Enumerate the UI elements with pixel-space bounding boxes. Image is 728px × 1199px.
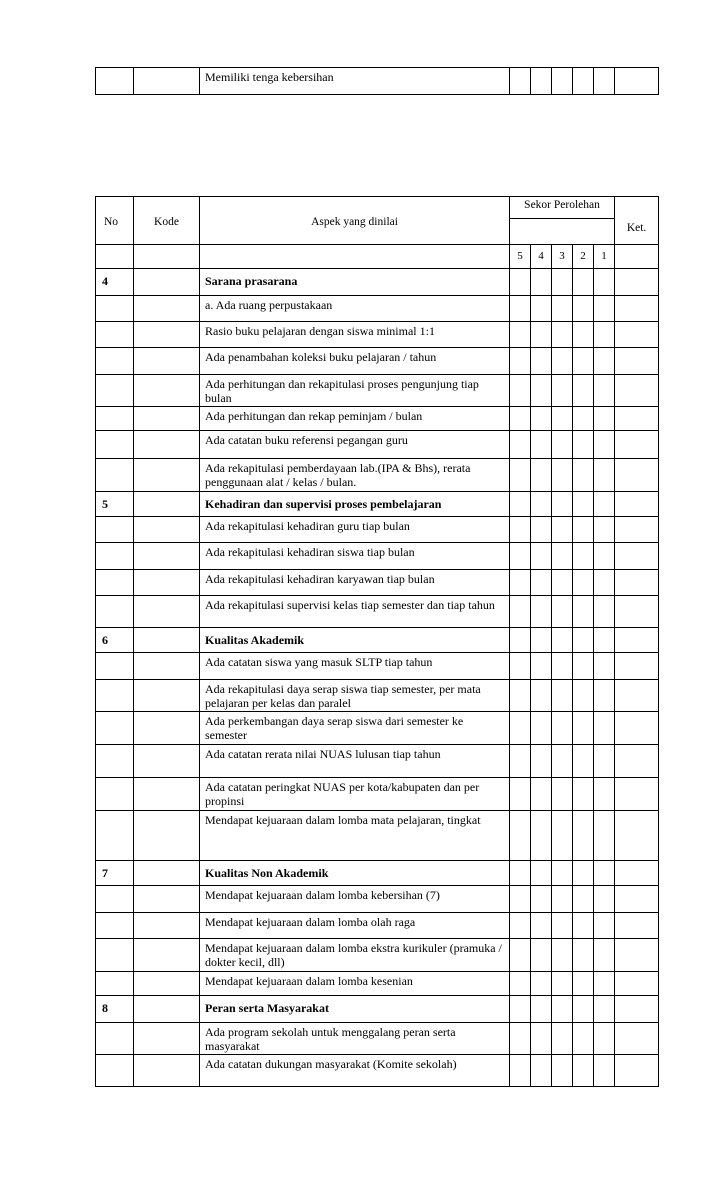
score-cell xyxy=(552,972,573,996)
score-cell xyxy=(531,886,552,913)
section-title: Kualitas Non Akademik xyxy=(200,861,510,886)
row-number: 8 xyxy=(96,996,134,1023)
score-cell xyxy=(573,778,594,811)
score-cell xyxy=(573,492,594,517)
score-cell xyxy=(573,628,594,653)
aspect-cell: Ada perkembangan daya serap siswa dari semester ke semester xyxy=(200,712,510,745)
score-cell xyxy=(552,348,573,375)
ket-cell xyxy=(615,778,659,811)
row-kode xyxy=(134,407,200,431)
row-kode xyxy=(134,517,200,543)
score-cell xyxy=(594,348,615,375)
table-row xyxy=(96,939,659,972)
table-row xyxy=(96,653,659,680)
table-row xyxy=(96,913,659,939)
score-cell xyxy=(594,431,615,459)
score-cell xyxy=(510,431,531,459)
aspect-cell: Ada rekapitulasi kehadiran siswa tiap bulan xyxy=(200,543,510,570)
ket-cell xyxy=(615,1023,659,1055)
aspect-cell: Ada catatan peringkat NUAS per kota/kabupaten dan per propinsi xyxy=(200,778,510,811)
score-cell xyxy=(594,517,615,543)
score-cell xyxy=(510,712,531,745)
aspect-cell: Mendapat kejuaraan dalam lomba kesenian xyxy=(200,972,510,996)
score-cell xyxy=(594,680,615,712)
score-cell xyxy=(510,811,531,861)
row-kode xyxy=(134,628,200,653)
table-row xyxy=(96,778,659,811)
score-cell xyxy=(531,712,552,745)
section-title: Kualitas Akademik xyxy=(200,628,510,653)
score-cell xyxy=(594,492,615,517)
aspect-cell: Ada catatan buku referensi pegangan guru xyxy=(200,431,510,459)
score-cell xyxy=(552,778,573,811)
score-cell xyxy=(573,517,594,543)
row-number xyxy=(96,596,134,628)
aspect-cell: Rasio buku pelajaran dengan siswa minimal 1:1 xyxy=(200,322,510,348)
aspect-cell: Ada penambahan koleksi buku pelajaran / tahun xyxy=(200,348,510,375)
score-cell xyxy=(510,492,531,517)
section-row xyxy=(96,492,659,517)
row-number: 6 xyxy=(96,628,134,653)
section-title: Peran serta Masyarakat xyxy=(200,996,510,1023)
score-cell xyxy=(531,570,552,596)
row-number: 7 xyxy=(96,861,134,886)
score-cell xyxy=(531,431,552,459)
aspect-cell: Ada perhitungan dan rekap peminjam / bulan xyxy=(200,407,510,431)
row-number xyxy=(96,939,134,972)
row-number xyxy=(96,348,134,375)
score-cell xyxy=(552,570,573,596)
row-kode xyxy=(134,972,200,996)
score-label: 1 xyxy=(594,245,615,269)
table-row xyxy=(96,322,659,348)
row-number xyxy=(96,778,134,811)
score-cell xyxy=(552,322,573,348)
score-cell xyxy=(552,996,573,1023)
score-cell xyxy=(531,269,552,296)
ket-cell xyxy=(615,570,659,596)
score-cell xyxy=(594,811,615,861)
score-cell xyxy=(594,269,615,296)
score-cell xyxy=(573,1023,594,1055)
section-title: Kehadiran dan supervisi proses pembelajaran xyxy=(200,492,510,517)
score-cell xyxy=(510,680,531,712)
aspect-cell: Mendapat kejuaraan dalam lomba kebersihan (7) xyxy=(200,886,510,913)
row-kode xyxy=(134,861,200,886)
row-kode xyxy=(134,996,200,1023)
row-kode xyxy=(134,778,200,811)
score-cell xyxy=(510,517,531,543)
score-cell xyxy=(594,745,615,778)
score-cell xyxy=(510,1023,531,1055)
ket-cell xyxy=(615,811,659,861)
score-cell xyxy=(573,811,594,861)
row-number xyxy=(96,913,134,939)
score-cell xyxy=(531,296,552,322)
ket-cell xyxy=(615,628,659,653)
row-kode xyxy=(134,322,200,348)
score-cell xyxy=(594,628,615,653)
score-cell xyxy=(573,459,594,492)
ket-cell xyxy=(615,745,659,778)
score-cell xyxy=(552,492,573,517)
score-cell xyxy=(552,543,573,570)
row-kode xyxy=(134,570,200,596)
table-row xyxy=(96,517,659,543)
score-cell xyxy=(552,861,573,886)
ket-cell xyxy=(615,939,659,972)
score-cell xyxy=(531,1023,552,1055)
score-cell xyxy=(573,712,594,745)
score-cell xyxy=(531,1055,552,1087)
row-number xyxy=(96,886,134,913)
score-cell xyxy=(552,517,573,543)
row-number xyxy=(96,570,134,596)
ket-cell xyxy=(615,348,659,375)
score-cell xyxy=(594,407,615,431)
score-cell xyxy=(510,407,531,431)
continuation-table xyxy=(95,67,659,95)
score-cell xyxy=(510,1055,531,1087)
ket-cell xyxy=(615,492,659,517)
row-number xyxy=(96,375,134,407)
score-cell xyxy=(594,296,615,322)
score-cell xyxy=(531,939,552,972)
col-kode-header: Kode xyxy=(134,197,200,245)
score-cell xyxy=(594,459,615,492)
aspect-cell: a. Ada ruang perpustakaan xyxy=(200,296,510,322)
row-number xyxy=(96,811,134,861)
row-number: 4 xyxy=(96,269,134,296)
ket-cell xyxy=(615,375,659,407)
score-cell xyxy=(552,745,573,778)
row-kode xyxy=(134,375,200,407)
table-row xyxy=(96,972,659,996)
score-cell xyxy=(573,861,594,886)
ket-cell xyxy=(615,596,659,628)
table-row xyxy=(96,680,659,712)
row-number xyxy=(96,407,134,431)
row-number xyxy=(96,653,134,680)
score-cell xyxy=(573,570,594,596)
table-row xyxy=(96,375,659,407)
score-cell xyxy=(510,348,531,375)
score-cell xyxy=(594,861,615,886)
score-cell xyxy=(510,778,531,811)
aspect-cell: Ada catatan dukungan masyarakat (Komite sekolah) xyxy=(200,1055,510,1087)
score-cell xyxy=(510,570,531,596)
row-kode xyxy=(134,1023,200,1055)
score-cell xyxy=(531,543,552,570)
score-cell xyxy=(573,972,594,996)
aspect-cell: Mendapat kejuaraan dalam lomba mata pelajaran, tingkat xyxy=(200,811,510,861)
score-cell xyxy=(531,375,552,407)
score-cell xyxy=(594,653,615,680)
score-cell xyxy=(510,861,531,886)
score-cell xyxy=(552,431,573,459)
score-cell xyxy=(510,459,531,492)
score-cell xyxy=(594,913,615,939)
ket-cell xyxy=(615,712,659,745)
score-cell xyxy=(573,269,594,296)
ket-cell xyxy=(615,459,659,492)
score-label: 3 xyxy=(552,245,573,269)
table-row xyxy=(96,459,659,492)
col-sekor-header: Sekor Perolehan xyxy=(510,197,615,219)
score-cell xyxy=(594,322,615,348)
ket-cell xyxy=(615,913,659,939)
aspect-cell: Ada program sekolah untuk menggalang peran serta masyarakat xyxy=(200,1023,510,1055)
aspect-cell: Ada rekapitulasi pemberdayaan lab.(IPA & Bhs), rerata penggunaan alat / kelas / bulan. xyxy=(200,459,510,492)
ket-cell xyxy=(615,296,659,322)
score-cell xyxy=(510,296,531,322)
score-cell xyxy=(531,972,552,996)
aspect-cell: Memiliki tenga kebersihan xyxy=(200,68,510,95)
score-cell xyxy=(531,322,552,348)
aspect-cell: Ada catatan rerata nilai NUAS lulusan tiap tahun xyxy=(200,745,510,778)
score-cell xyxy=(573,322,594,348)
aspect-cell: Ada catatan siswa yang masuk SLTP tiap tahun xyxy=(200,653,510,680)
score-cell xyxy=(573,886,594,913)
table-row xyxy=(96,570,659,596)
ket-cell xyxy=(615,653,659,680)
score-cell xyxy=(552,1023,573,1055)
ket-cell xyxy=(615,543,659,570)
section-row xyxy=(96,628,659,653)
row-number xyxy=(96,431,134,459)
row-number xyxy=(96,680,134,712)
score-cell xyxy=(510,886,531,913)
score-label: 5 xyxy=(510,245,531,269)
score-cell xyxy=(573,939,594,972)
score-cell xyxy=(531,653,552,680)
row-kode xyxy=(134,492,200,517)
score-cell xyxy=(573,407,594,431)
score-cell xyxy=(510,269,531,296)
score-cell xyxy=(510,939,531,972)
row-kode xyxy=(134,745,200,778)
score-cell xyxy=(510,745,531,778)
row-kode xyxy=(134,543,200,570)
row-number xyxy=(96,1023,134,1055)
score-cell xyxy=(531,407,552,431)
row-kode xyxy=(134,348,200,375)
aspect-cell: Ada rekapitulasi supervisi kelas tiap semester dan tiap tahun xyxy=(200,596,510,628)
aspect-cell: Ada rekapitulasi daya serap siswa tiap semester, per mata pelajaran per kelas dan paralel xyxy=(200,680,510,712)
score-cell xyxy=(552,459,573,492)
score-cell xyxy=(594,596,615,628)
score-cell xyxy=(573,543,594,570)
header-row xyxy=(96,197,659,219)
score-cell xyxy=(531,778,552,811)
ket-cell xyxy=(615,972,659,996)
ket-cell xyxy=(615,322,659,348)
ket-cell xyxy=(615,407,659,431)
section-row xyxy=(96,269,659,296)
row-kode xyxy=(134,1055,200,1087)
row-kode xyxy=(134,712,200,745)
score-cell xyxy=(552,407,573,431)
row-kode xyxy=(134,431,200,459)
row-number xyxy=(96,1055,134,1087)
score-cell xyxy=(531,517,552,543)
score-cell xyxy=(510,596,531,628)
row-kode xyxy=(134,811,200,861)
score-cell xyxy=(552,296,573,322)
score-cell xyxy=(531,596,552,628)
score-cell xyxy=(594,1023,615,1055)
score-cell xyxy=(573,348,594,375)
row-number xyxy=(96,517,134,543)
score-cell xyxy=(573,653,594,680)
table-row xyxy=(96,712,659,745)
col-ket-header: Ket. xyxy=(615,197,659,245)
score-cell xyxy=(573,596,594,628)
score-cell xyxy=(594,996,615,1023)
score-cell xyxy=(510,972,531,996)
section-title: Sarana prasarana xyxy=(200,269,510,296)
ket-cell xyxy=(615,269,659,296)
row-number xyxy=(96,712,134,745)
score-cell xyxy=(573,680,594,712)
score-label: 4 xyxy=(531,245,552,269)
score-cell xyxy=(510,653,531,680)
score-cell xyxy=(552,886,573,913)
score-cell xyxy=(573,296,594,322)
col-no-header: No xyxy=(96,197,134,245)
score-cell xyxy=(510,375,531,407)
row-number xyxy=(96,296,134,322)
row-number xyxy=(96,322,134,348)
table-row xyxy=(96,1023,659,1055)
score-cell xyxy=(552,596,573,628)
score-cell xyxy=(573,745,594,778)
score-cell xyxy=(531,811,552,861)
score-cell xyxy=(531,628,552,653)
table-row xyxy=(96,68,659,95)
score-cell xyxy=(510,543,531,570)
ket-cell xyxy=(615,996,659,1023)
table-row xyxy=(96,811,659,861)
row-number xyxy=(96,543,134,570)
row-kode xyxy=(134,296,200,322)
table-row xyxy=(96,348,659,375)
aspect-cell: Ada perhitungan dan rekapitulasi proses pengunjung tiap bulan xyxy=(200,375,510,407)
ket-cell xyxy=(615,517,659,543)
table-row xyxy=(96,296,659,322)
score-cell xyxy=(552,628,573,653)
row-kode xyxy=(134,939,200,972)
table-row xyxy=(96,886,659,913)
score-cell xyxy=(594,712,615,745)
row-kode xyxy=(134,913,200,939)
table-row xyxy=(96,407,659,431)
score-cell xyxy=(510,322,531,348)
ket-cell xyxy=(615,1055,659,1087)
score-cell xyxy=(552,269,573,296)
score-cell xyxy=(573,913,594,939)
score-cell xyxy=(531,459,552,492)
row-kode xyxy=(134,459,200,492)
score-cell xyxy=(531,861,552,886)
row-kode xyxy=(134,680,200,712)
score-cell xyxy=(594,543,615,570)
col-aspek-header: Aspek yang dinilai xyxy=(200,197,510,245)
score-cell xyxy=(552,375,573,407)
score-cell xyxy=(594,375,615,407)
row-kode xyxy=(134,596,200,628)
score-cell xyxy=(573,1055,594,1087)
score-cell xyxy=(510,913,531,939)
table-row xyxy=(96,1055,659,1087)
aspect-cell: Mendapat kejuaraan dalam lomba olah raga xyxy=(200,913,510,939)
row-kode xyxy=(134,269,200,296)
score-cell xyxy=(531,913,552,939)
score-cell xyxy=(573,996,594,1023)
score-cell xyxy=(594,886,615,913)
score-cell xyxy=(531,492,552,517)
table-row xyxy=(96,596,659,628)
aspect-cell: Ada rekapitulasi kehadiran karyawan tiap bulan xyxy=(200,570,510,596)
score-cell xyxy=(594,1055,615,1087)
table-row xyxy=(96,431,659,459)
score-cell xyxy=(531,996,552,1023)
score-cell xyxy=(531,745,552,778)
row-number xyxy=(96,745,134,778)
aspect-cell: Mendapat kejuaraan dalam lomba ekstra kurikuler (pramuka / dokter kecil, dll) xyxy=(200,939,510,972)
table-row xyxy=(96,543,659,570)
row-number xyxy=(96,459,134,492)
score-cell xyxy=(531,680,552,712)
score-cell xyxy=(594,778,615,811)
section-row xyxy=(96,996,659,1023)
score-cell xyxy=(552,811,573,861)
assessment-table xyxy=(95,196,659,1087)
ket-cell xyxy=(615,886,659,913)
row-kode xyxy=(134,886,200,913)
score-header-row xyxy=(96,245,659,269)
score-cell xyxy=(594,972,615,996)
score-cell xyxy=(510,996,531,1023)
table-row xyxy=(96,745,659,778)
score-cell xyxy=(594,939,615,972)
score-label: 2 xyxy=(573,245,594,269)
score-cell xyxy=(552,1055,573,1087)
score-cell xyxy=(594,570,615,596)
score-cell xyxy=(552,712,573,745)
ket-cell xyxy=(615,431,659,459)
row-kode xyxy=(134,653,200,680)
score-cell xyxy=(552,653,573,680)
score-cell xyxy=(573,431,594,459)
section-row xyxy=(96,861,659,886)
row-number xyxy=(96,972,134,996)
ket-cell xyxy=(615,861,659,886)
row-number: 5 xyxy=(96,492,134,517)
score-cell xyxy=(552,680,573,712)
score-cell xyxy=(510,628,531,653)
ket-cell xyxy=(615,680,659,712)
score-cell xyxy=(552,939,573,972)
aspect-cell: Ada rekapitulasi kehadiran guru tiap bulan xyxy=(200,517,510,543)
score-cell xyxy=(531,348,552,375)
score-cell xyxy=(573,375,594,407)
score-cell xyxy=(552,913,573,939)
